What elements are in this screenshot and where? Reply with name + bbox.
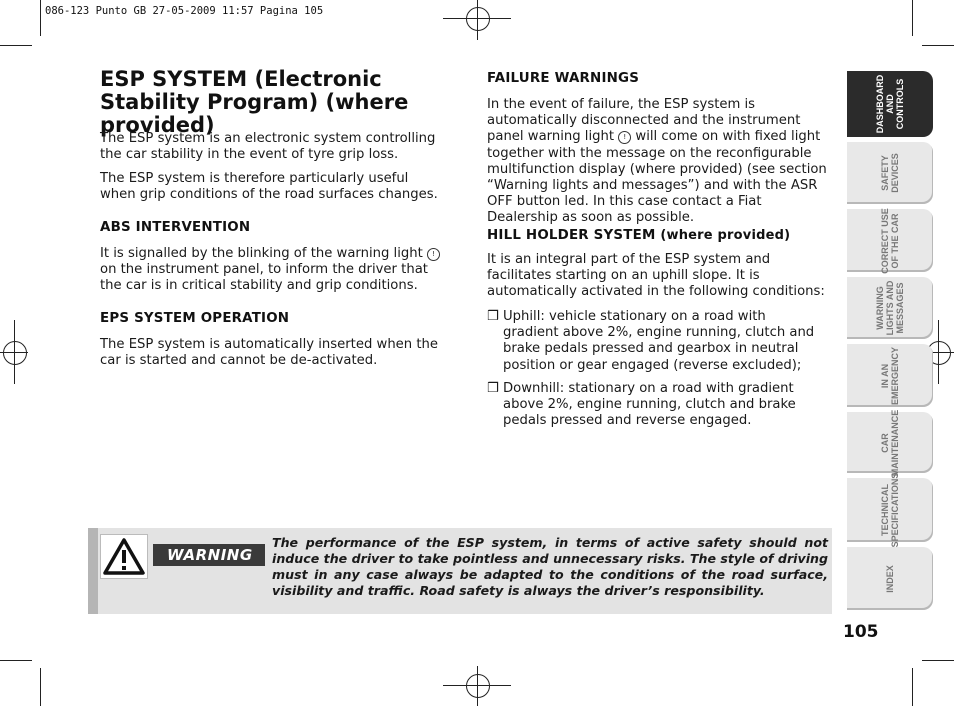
crop-mark [922, 660, 954, 661]
tab-label: DASHBOARD AND CONTROLS [875, 74, 905, 134]
checkbox-bullet-icon: ❒ [487, 309, 499, 324]
esp-warning-light-icon: ! [427, 248, 440, 261]
crop-mark [922, 45, 954, 46]
registration-mark [466, 7, 490, 31]
crop-mark [40, 668, 41, 706]
tab-label: CORRECT USE OF THE CAR [880, 207, 900, 274]
eps-heading: EPS SYSTEM OPERATION [100, 311, 290, 326]
crop-mark [912, 668, 913, 706]
esp-warning-light-icon: ! [618, 131, 631, 144]
failure-heading: FAILURE WARNINGS [487, 71, 640, 86]
tab-label: CAR MAINTENANCE [880, 409, 900, 476]
crop-mark [0, 660, 32, 661]
eps-paragraph: The ESP system is automatically inserted when the car is started and cannot be de-activated. [100, 337, 438, 369]
tab-label: SAFETY DEVICES [880, 153, 900, 193]
hill-holder-paragraph: It is an integral part of the ESP system and facilitates starting on an uphill slope. It is automatically activated in the following conditions: [487, 252, 825, 300]
tab-warning[interactable] [847, 277, 933, 339]
warning-label: WARNING [153, 544, 265, 566]
list-item: ❒ Downhill: stationary on a road with gradient above 2%, engine running, clutch and brake pedals pressed and reverse engaged. [487, 381, 796, 429]
intro-paragraph: The ESP system is an electronic system controlling the car stability in the event of tyre grip loss. [100, 131, 436, 163]
tab-index[interactable] [847, 547, 933, 610]
abs-heading: ABS INTERVENTION [100, 220, 251, 235]
list-item: ❒ Uphill: vehicle stationary on a road with gradient above 2%, engine running, clutch and brake pedals pressed and gearbox in neutral position or gear engaged (reverse excluded); [487, 309, 815, 373]
page-title: ESP SYSTEM (Electronic Stability Program) (where provided) [100, 67, 409, 137]
warning-triangle-icon [100, 534, 148, 579]
print-header: 086-123 Punto GB 27-05-2009 11:57 Pagina 105 [45, 5, 324, 17]
warning-box-shade [88, 528, 98, 614]
intro-paragraph-2: The ESP system is therefore particularly useful when grip conditions of the road surfaces changes. [100, 171, 438, 203]
tab-label: TECHNICAL SPECIFICATIONS [880, 472, 900, 548]
tab-in-an[interactable] [847, 344, 933, 407]
warning-text: The performance of the ESP system, in terms of active safety should not induce the driver to take pointless and unnecessary risks. The style of driving must in any case always be adapted to the conditions of the road surface, visibility and traffic. Road safety is always the driver’s responsibility. [272, 535, 828, 598]
page-number: 105 [843, 622, 879, 642]
hill-holder-heading: HILL HOLDER SYSTEM (where provided) [487, 228, 791, 243]
tab-safety[interactable] [847, 142, 933, 204]
checkbox-bullet-icon: ❒ [487, 381, 499, 396]
crop-mark [0, 45, 32, 46]
tab-dashboard[interactable] [847, 71, 933, 137]
registration-mark [3, 341, 27, 365]
tab-label: INDEX [885, 564, 895, 593]
failure-paragraph: In the event of failure, the ESP system is automatically disconnected and the instrument panel warning light ! will come on with fixed light together with the message on the reconfigurable multifunction display (where provided) (see section “Warning lights and messages”) and with the ASR OFF button led. In this case contact a Fiat Dealership as soon as possible. [487, 97, 827, 226]
crop-mark [40, 0, 41, 36]
tab-label: IN AN EMERGENCY [880, 346, 900, 405]
tab-label: WARNING LIGHTS AND MESSAGES [875, 280, 905, 336]
registration-mark [466, 674, 490, 698]
tab-correct-use[interactable] [847, 209, 933, 272]
tab-car[interactable] [847, 409, 933, 476]
crop-mark [912, 0, 913, 36]
abs-paragraph: It is signalled by the blinking of the warning light ! on the instrument panel, to inform the driver that the car is in critical stability and grip conditions. [100, 246, 442, 295]
tab-technical[interactable] [847, 472, 933, 548]
